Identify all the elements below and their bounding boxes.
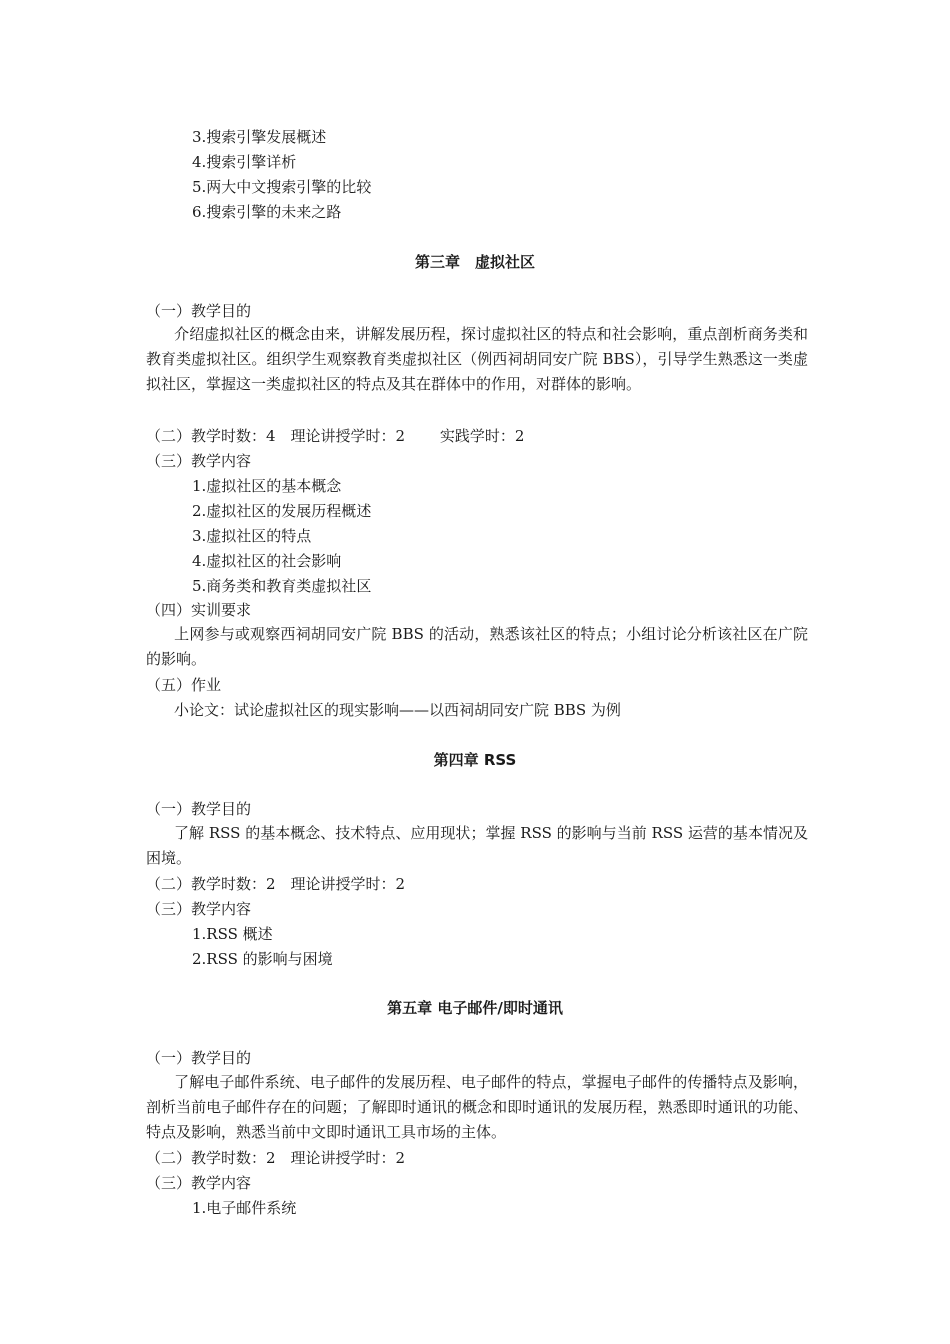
chapter-4-title: 第四章 RSS xyxy=(433,751,517,769)
list-item: 2.RSS 的影响与困境 xyxy=(192,950,333,968)
list-item: 1.电子邮件系统 xyxy=(192,1199,297,1217)
hours-line: （二）教学时数：2 理论讲授学时：2 xyxy=(146,1149,406,1167)
paragraph xyxy=(146,821,808,871)
list-item: 1.RSS 概述 xyxy=(192,925,273,943)
list-item: 3.搜索引擎发展概述 xyxy=(192,128,327,146)
paragraph xyxy=(146,322,808,397)
paragraph-text: 了解电子邮件系统、电子邮件的发展历程、电子邮件的特点，掌握电子邮件的传播特点及影响，剖析当前电子邮件存在的问题；了解即时通讯的概念和即时通讯的发展历程，熟悉即时通讯的功能、特点及影响，熟悉当前中文即时通讯工具市场的主体。 xyxy=(146,1073,808,1141)
list-item: 4.虚拟社区的社会影响 xyxy=(192,552,342,570)
list-item: 1.虚拟社区的基本概念 xyxy=(192,477,342,495)
section-heading: （三）教学内容 xyxy=(146,452,252,470)
section-heading: （三）教学内容 xyxy=(146,1174,252,1192)
section-heading: （一）教学目的 xyxy=(146,1049,252,1067)
paragraph xyxy=(146,1070,808,1145)
list-item: 4.搜索引擎详析 xyxy=(192,153,297,171)
hours-line: （二）教学时数：4 理论讲授学时：2 实践学时：2 xyxy=(146,427,525,445)
section-heading: （四）实训要求 xyxy=(146,601,252,619)
paragraph-text: 了解 RSS 的基本概念、技术特点、应用现状；掌握 RSS 的影响与当前 RSS 运营的基本情况及困境。 xyxy=(146,824,808,867)
list-item: 6.搜索引擎的未来之路 xyxy=(192,203,342,221)
paragraph-text: 介绍虚拟社区的概念由来，讲解发展历程，探讨虚拟社区的特点和社会影响，重点剖析商务类和教育类虚拟社区。组织学生观察教育类虚拟社区（例西祠胡同安广院 BBS），引导学生熟悉这一类虚拟社区，掌握这一类虚拟社区的特点及其在群体中的作用，对群体的影响。 xyxy=(146,325,808,393)
section-heading: （五）作业 xyxy=(146,676,222,694)
section-heading: （三）教学内容 xyxy=(146,900,252,918)
hours-line: （二）教学时数：2 理论讲授学时：2 xyxy=(146,875,406,893)
section-heading: （一）教学目的 xyxy=(146,302,252,320)
paragraph-text: 小论文：试论虚拟社区的现实影响——以西祠胡同安广院 BBS 为例 xyxy=(174,701,621,719)
list-item: 5.商务类和教育类虚拟社区 xyxy=(192,577,372,595)
list-item: 3.虚拟社区的特点 xyxy=(192,527,312,545)
section-heading: （一）教学目的 xyxy=(146,800,252,818)
paragraph-text: 上网参与或观察西祠胡同安广院 BBS 的活动，熟悉该社区的特点；小组讨论分析该社区在广院的影响。 xyxy=(146,625,808,668)
chapter-3-title: 第三章 虚拟社区 xyxy=(414,253,535,271)
list-item: 2.虚拟社区的发展历程概述 xyxy=(192,502,372,520)
paragraph xyxy=(146,622,808,672)
list-item: 5.两大中文搜索引擎的比较 xyxy=(192,178,372,196)
chapter-5-title: 第五章 电子邮件/即时通讯 xyxy=(387,999,563,1017)
